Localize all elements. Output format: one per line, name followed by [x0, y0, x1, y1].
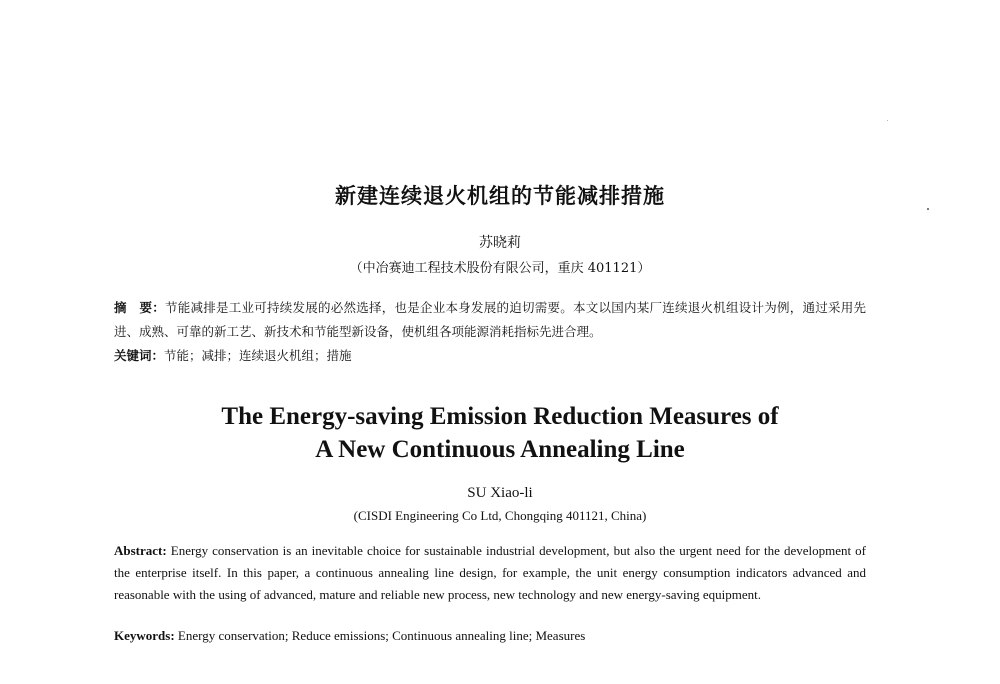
chinese-affiliation: （中冶赛迪工程技术股份有限公司，重庆 401121） — [349, 261, 651, 276]
chinese-title: 新建连续退火机组的节能减排措施 — [335, 184, 665, 208]
chinese-abstract-label: 摘 要： — [114, 300, 165, 315]
chinese-keywords-label: 关键词： — [114, 348, 165, 363]
english-title-line-1: The Energy-saving Emission Reduction Measures of — [221, 403, 779, 430]
scan-speck — [887, 120, 888, 121]
chinese-keywords — [114, 344, 866, 368]
chinese-author: 苏晓莉 — [479, 235, 521, 251]
english-affiliation: (CISDI Engineering Co Ltd, Chongqing 401121, China) — [353, 508, 647, 523]
chinese-abstract — [114, 296, 866, 344]
english-keywords-text: Energy conservation; Reduce emissions; Continuous annealing line; Measures — [177, 628, 586, 643]
chinese-abstract-text: 节能减排是工业可持续发展的必然选择，也是企业本身发展的迫切需要。本文以国内某厂连续退火机组设计为例，通过采用先进、成熟、可靠的新工艺、新技术和节能型新设备，使机组各项能源消耗指标先进合理。 — [114, 300, 866, 339]
english-abstract-text: Energy conservation is an inevitable choice for sustainable industrial development, but also the urgent need for the development of the enterprise itself. In this paper, a continuous annealing line design, for example, the unit energy consumption indicators advanced and reasonable with the using of advanced, mature and reliable new process, new technology and new energy-saving equipment. — [114, 543, 866, 602]
english-title — [0, 400, 1000, 466]
english-keywords-label: Keywords: — [114, 628, 175, 643]
english-keywords — [114, 627, 866, 645]
chinese-keywords-text: 节能；减排；连续退火机组；措施 — [164, 348, 352, 363]
english-abstract-label: Abstract: — [114, 543, 167, 558]
english-title-line-2: A New Continuous Annealing Line — [315, 436, 685, 463]
english-abstract — [114, 540, 866, 606]
scan-speck — [927, 208, 929, 210]
english-author: SU Xiao-li — [467, 485, 533, 501]
